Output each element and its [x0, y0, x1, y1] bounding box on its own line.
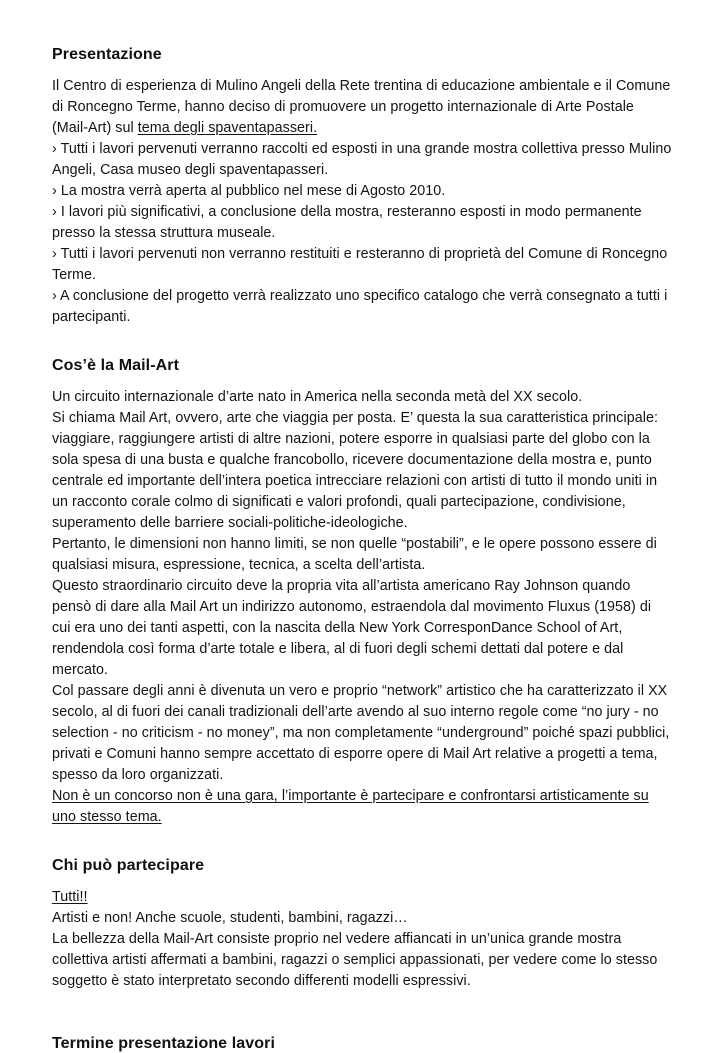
- bullet-item: › Tutti i lavori pervenuti verranno raccolti ed esposti in una grande mostra collettiva presso Mulino Angeli, Casa museo degli spaventapasseri.: [52, 141, 672, 178]
- section-chi-puo-partecipare: [52, 857, 672, 992]
- section-heading-chi-puo-partecipare: Chi può partecipare: [52, 857, 205, 874]
- section-heading-presentazione: Presentazione: [52, 46, 162, 63]
- bullet-item: › A conclusione del progetto verrà realizzato uno specifico catalogo che verrà consegnato a tutti i partecipanti.: [52, 288, 668, 325]
- paragraph: Si chiama Mail Art, ovvero, arte che viaggia per posta. E’ questa la sua caratteristica principale: viaggiare, raggiungere artisti di altre nazioni, potere esporre in qualsiasi parte del globo con la sola spesa di una busta e qualche francobollo, ricevere documentazione della mostra e, punto centrale ed importante dell’intera poetica intrecciare relazioni con artisti di tutto il mondo uniti in un racconto corale colmo di significati e valori profondi, quali partecipazione, condivisione, superamento delle barriere sociali-politiche-ideologiche.: [52, 410, 658, 531]
- paragraph-underlined: Non è un concorso non è una gara, l’importante è partecipare e confrontarsi artisticamente su uno stesso tema.: [52, 788, 649, 825]
- paragraph: La bellezza della Mail-Art consiste proprio nel vedere affiancati in un’unica grande mostra collettiva artisti affermati a bambini, ragazzi o semplici appassionati, per vedere come lo stesso soggetto è stato interpretato secondo differenti modelli espressivi.: [52, 931, 658, 989]
- bullet-item: › I lavori più significativi, a conclusione della mostra, resteranno esposti in modo permanente presso la stessa struttura museale.: [52, 204, 642, 241]
- bullet-item: › Tutti i lavori pervenuti non verranno restituiti e resteranno di proprietà del Comune di Roncegno Terme.: [52, 246, 668, 283]
- paragraph-intro: [52, 76, 672, 139]
- paragraph: Col passare degli anni è divenuta un vero e proprio “network” artistico che ha caratterizzato il XX secolo, al di fuori dei canali tradizionali dell’arte avendo al suo interno regole come “no jury - no selection - no criticism - no money”, ma non completamente “underground” poiché spazi pubblici, privati e Comuni hanno sempre accettato di esporre opere di Mail Art relative a progetti a tema, spesso da loro organizzati.: [52, 683, 670, 783]
- underlined-theme-text: tema degli spaventapasseri.: [137, 120, 318, 136]
- section-heading-termine-presentazione-lavori: Termine presentazione lavori: [52, 1035, 276, 1052]
- paragraph-underlined: Tutti!!: [52, 889, 88, 905]
- section-termine-presentazione-lavori: [52, 1035, 672, 1053]
- section-heading-cosa-e-la-mail-art: Cos’è la Mail-Art: [52, 357, 180, 374]
- paragraph: Un circuito internazionale d’arte nato in America nella seconda metà del XX secolo.: [52, 389, 583, 405]
- section-cosa-e-la-mail-art: [52, 357, 672, 828]
- paragraph: Artisti e non! Anche scuole, studenti, bambini, ragazzi…: [52, 910, 408, 926]
- section-presentazione: [52, 46, 672, 328]
- paragraph: Questo straordinario circuito deve la propria vita all’artista americano Ray Johnson quando pensò di dare alla Mail Art un indirizzo autonomo, estraendola dal movimento Fluxus (1958) di cui era uno dei tanti aspetti, con la nascita della New York CorresponDance School of Art, rendendola così forma d’arte totale e libera, al di fuori degli schemi dettati dal potere e dal mercato.: [52, 578, 652, 678]
- paragraph: Pertanto, le dimensioni non hanno limiti, se non quelle “postabili”, e le opere possono essere di qualsiasi misura, espressione, tecnica, a scelta dell’artista.: [52, 536, 657, 573]
- paragraph-text: Il Centro di esperienza di Mulino Angeli della Rete trentina di educazione ambientale e il Comune di Roncegno Terme, hanno deciso di promuovere un progetto internazionale di Arte Postale (Mail-Art) sul: [52, 78, 671, 136]
- bullet-item: › La mostra verrà aperta al pubblico nel mese di Agosto 2010.: [52, 183, 446, 199]
